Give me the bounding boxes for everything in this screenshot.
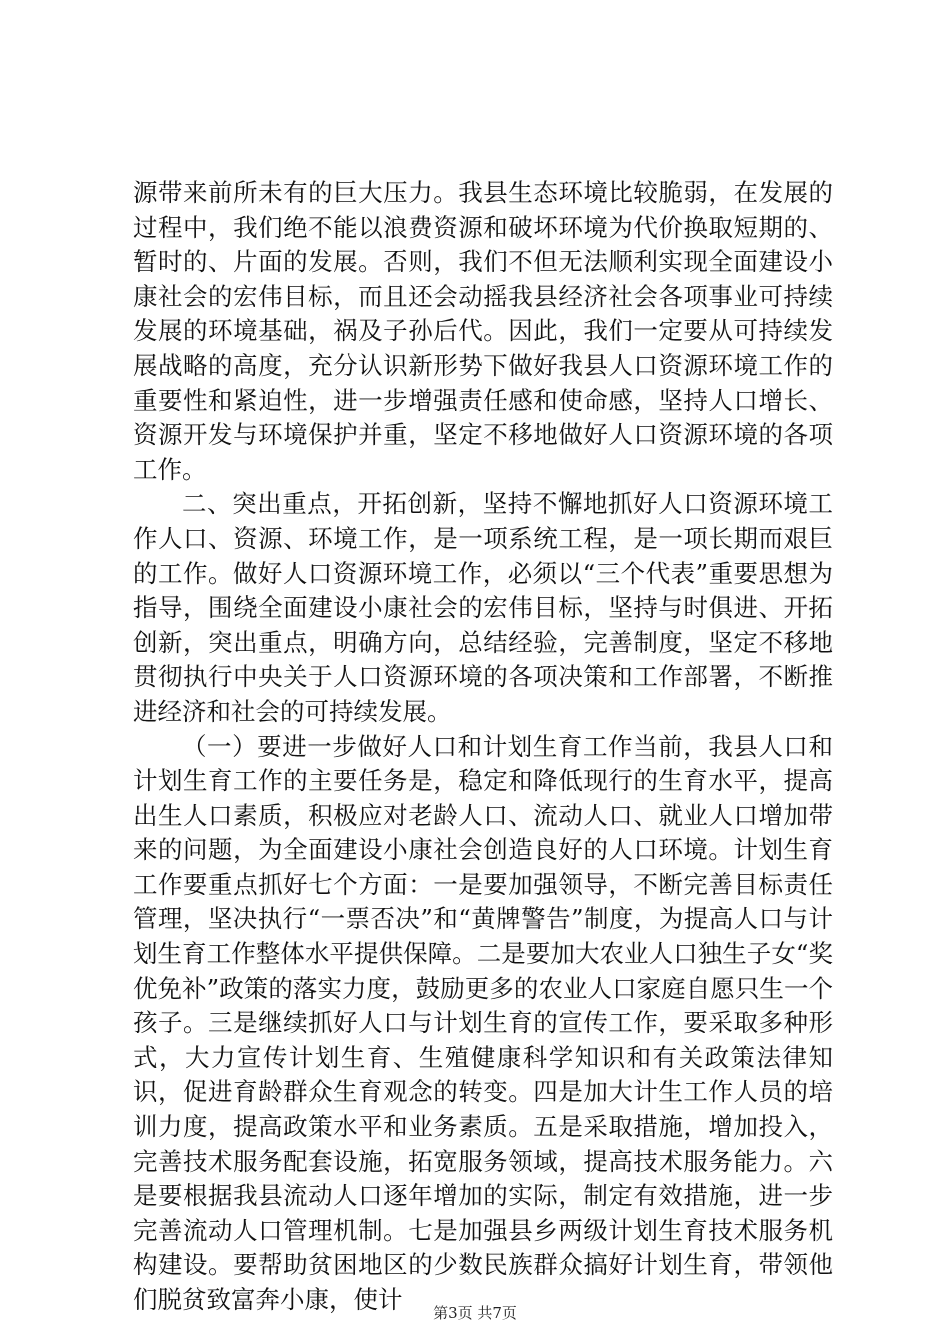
paragraph-subsection-one: （一）要进一步做好人口和计划生育工作当前，我县人口和计划生育工作的主要任务是，稳定和降低现行的生育水平，提高出生人口素质，积极应对老龄人口、流动人口、就业人口增加带来的问题，为全面建设小康社会创造良好的人口环境。计划生育工作要重点抓好七个方面：一是要加强领导，不断完善目标责任管理，坚决执行“一票否决”和“黄牌警告”制度，为提高人口与计划生育工作整体水平提供保障。二是要加大农业人口独生子女“奖优免补”政策的落实力度，鼓励更多的农业人口家庭自愿只生一个孩子。三是继续抓好人口与计划生育的宣传工作，要采取多种形式，大力宣传计划生育、生殖健康科学知识和有关政策法律知识，促进育龄群众生育观念的转变。四是加大计生工作人员的培训力度，提高政策水平和业务素质。五是采取措施，增加投入，完善技术服务配套设施，拓宽服务领域，提高技术服务能力。六是要根据我县流动人口逐年增加的实际，制定有效措施，进一步完善流动人口管理机制。七是加强县乡两级计划生育技术服务机构建设。要帮助贫困地区的少数民族群众搞好计划生育，带领他们脱贫致富奔小康，使计 xyxy=(133,731,833,1314)
document-body xyxy=(133,176,833,1318)
paragraph-continued: 源带来前所未有的巨大压力。我县生态环境比较脆弱，在发展的过程中，我们绝不能以浪费资源和破坏环境为代价换取短期的、暂时的、片面的发展。否则，我们不但无法顺利实现全面建设小康社会的宏伟目标，而且还会动摇我县经济社会各项事业可持续发展的环境基础，祸及子孙后代。因此，我们一定要从可持续发展战略的高度，充分认识新形势下做好我县人口资源环境工作的重要性和紧迫性，进一步增强责任感和使命感，坚持人口增长、资源开发与环境保护并重，坚定不移地做好人口资源环境的各项工作。 xyxy=(133,178,833,484)
page-footer: 第3页 共7页 xyxy=(433,1304,517,1322)
paragraph-section-two: 二、突出重点，开拓创新，坚持不懈地抓好人口资源环境工作人口、资源、环境工作，是一项系统工程，是一项长期而艰巨的工作。做好人口资源环境工作，必须以“三个代表”重要思想为指导，围绕全面建设小康社会的宏伟目标，坚持与时俱进、开拓创新，突出重点，明确方向，总结经验，完善制度，坚定不移地贯彻执行中央关于人口资源环境的各项决策和工作部署，不断推进经济和社会的可持续发展。 xyxy=(133,489,833,726)
